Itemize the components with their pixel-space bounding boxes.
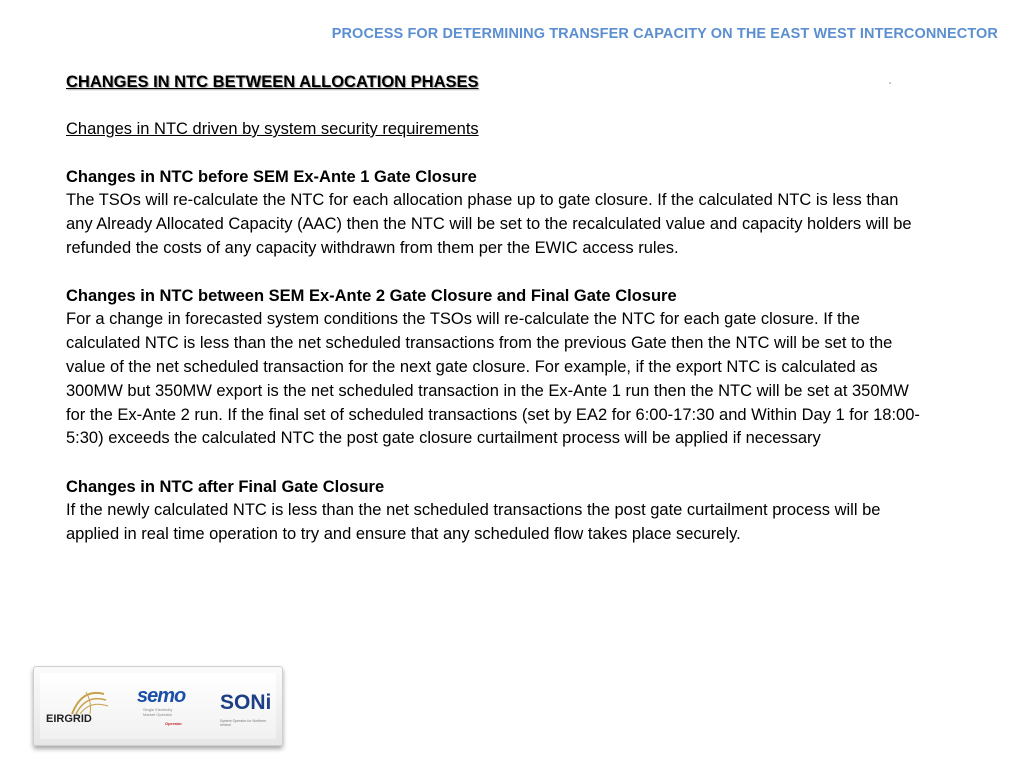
header-title: PROCESS FOR DETERMINING TRANSFER CAPACITY ON THE EAST WEST INTERCONNECTOR [331, 26, 998, 42]
block-between-ea2-final [66, 284, 926, 451]
soni-wordmark: SONi [220, 691, 272, 714]
block-title: Changes in NTC before SEM Ex-Ante 1 Gate Closure [66, 168, 477, 186]
logo-panel-inner [40, 673, 276, 739]
semo-subtitle: Single Electricity Market Operator [143, 707, 173, 717]
logo-panel [33, 666, 283, 746]
block-body: The TSOs will re-calculate the NTC for each allocation phase up to gate closure. If the calculated NTC is less than any Already Allocated Capacity (AAC) then the NTC will be set to the recalculated value and capacity holders will be refunded the costs of any capacity withdrawn from them per the EWIC access rules. [66, 191, 912, 257]
block-title: Changes in NTC between SEM Ex-Ante 2 Gate Closure and Final Gate Closure [66, 287, 677, 306]
section-subheading: Changes in NTC driven by system security requirements [66, 120, 479, 138]
soni-subtitle: System Operator for Northern Ireland [220, 719, 267, 727]
section-heading: CHANGES IN NTC BETWEEN ALLOCATION PHASES [66, 73, 479, 91]
semo-operator: Operator [165, 721, 182, 726]
block-before-ea1 [66, 165, 926, 260]
block-title: Changes in NTC after Final Gate Closure [66, 478, 385, 497]
eirgrid-logo [46, 686, 116, 730]
block-after-final [66, 475, 926, 547]
eirgrid-wordmark: EIRGRID [46, 713, 92, 725]
block-body: If the newly calculated NTC is less than the net scheduled transactions the post gate curtailment process will be applied in real time operation to try and ensure that any scheduled flow takes place securely. [66, 501, 881, 543]
block-body: For a change in forecasted system conditions the TSOs will re-calculate the NTC for each gate closure. If the calculated NTC is less than the net scheduled transactions from the previous Gate then the NTC will be set to the value of the net scheduled transaction for the next gate closure. For example, if the export NTC is calculated as 300MW but 350MW export is the net scheduled transaction in the Ex-Ante 1 run then the NTC will be set at 350MW for the Ex-Ante 2 run. If the final set of scheduled transactions (set by EA2 for 6:00-17:30 and Within Day 1 for 18:00-5:30) exceeds the calculated NTC the post gate closure curtailment process will be applied if necessary [66, 310, 920, 448]
soni-logo [220, 687, 272, 733]
main-content [66, 70, 926, 547]
semo-logo [137, 685, 197, 735]
eirgrid-globe-icon [46, 686, 116, 716]
semo-wordmark: semo [137, 685, 186, 707]
